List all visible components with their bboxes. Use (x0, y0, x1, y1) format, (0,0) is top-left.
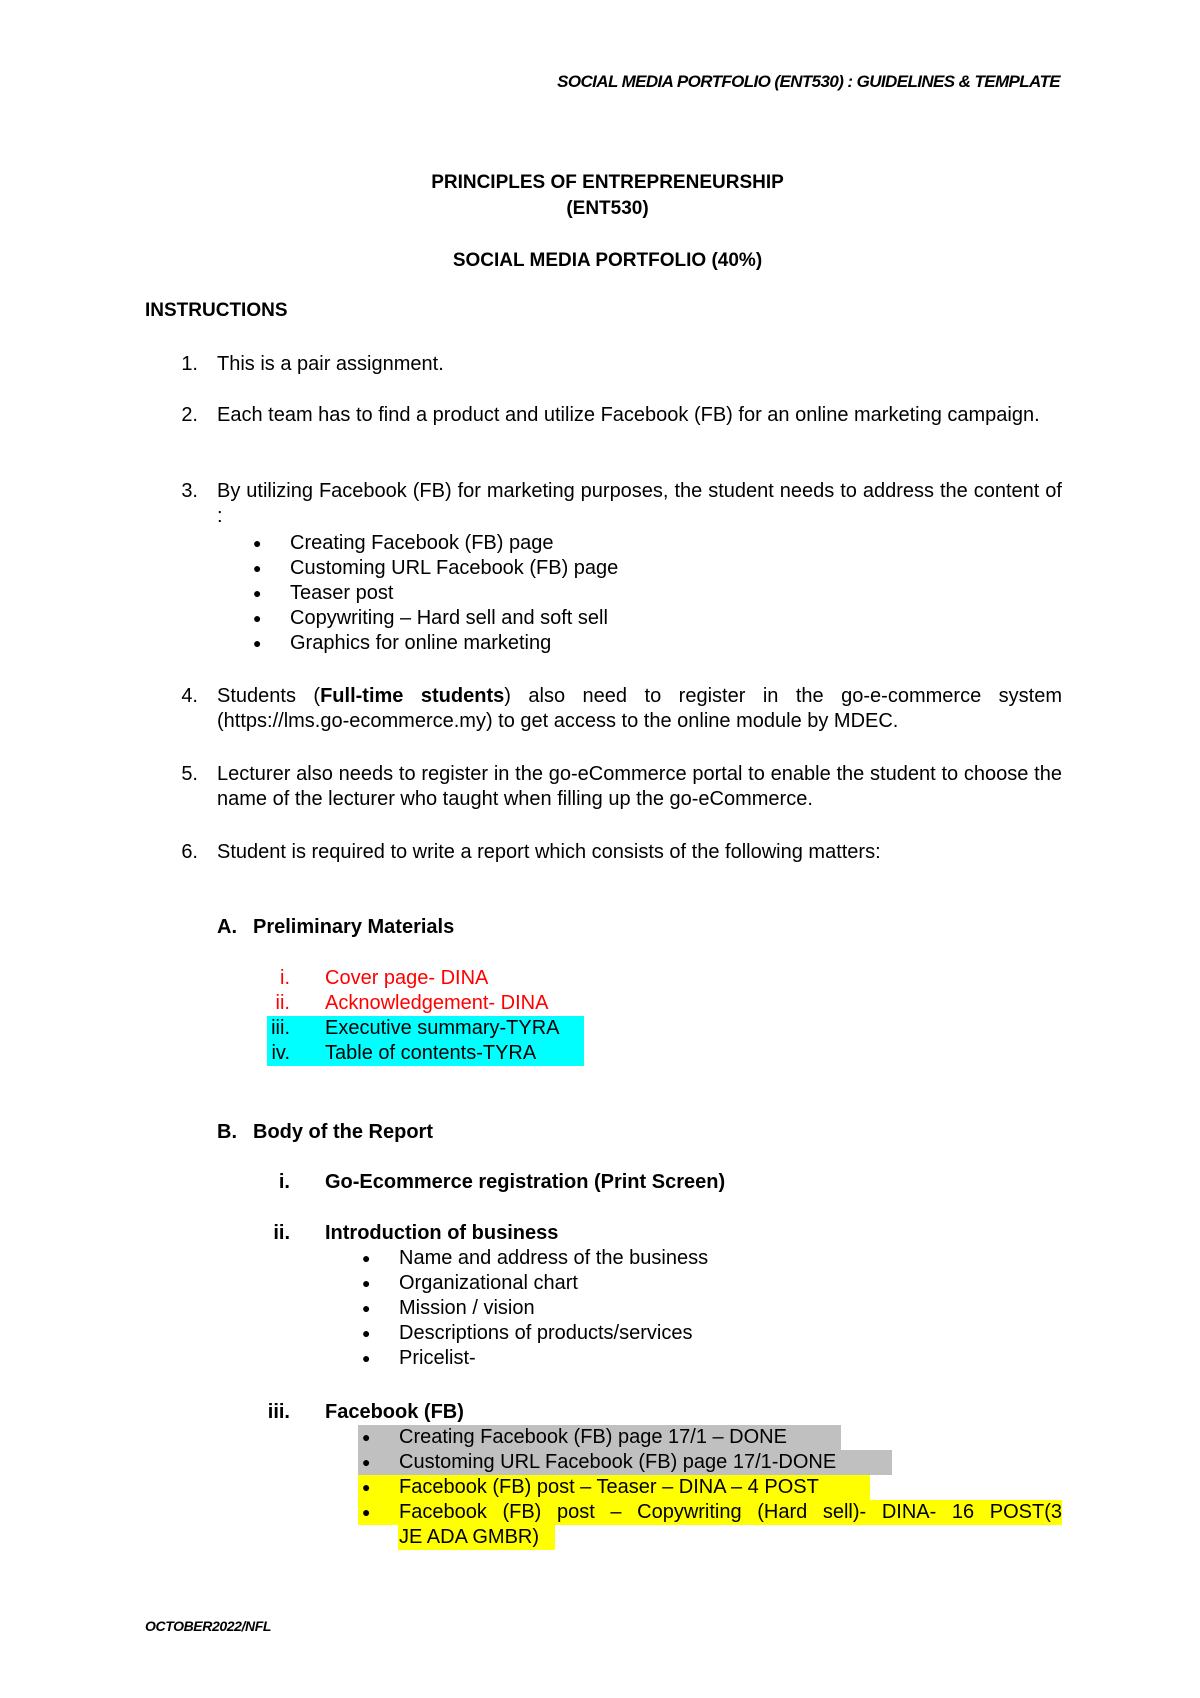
title-code: (ENT530) (566, 198, 649, 219)
item-number: iii. (271, 1017, 290, 1039)
item-number: ii. (273, 1222, 290, 1244)
title-course: PRINCIPLES OF ENTREPRENEURSHIP (431, 172, 784, 193)
instruction-1: This is a pair assignment. (217, 353, 444, 375)
section-a-item-3: Executive summary-TYRA (325, 1017, 560, 1039)
list-item: JE ADA GMBR) (399, 1526, 540, 1548)
page-header: SOCIAL MEDIA PORTFOLIO (ENT530) : GUIDELINES & TEMPLATE (557, 72, 1060, 91)
section-a-item-1: Cover page- DINA (325, 967, 489, 989)
item-number: i. (278, 1171, 290, 1193)
instruction-4: Students (Full-time students) also need to register in the go-e-commerce system (https://lms.go-ecommerce.my) to get access to the online module by MDEC. (217, 685, 1062, 732)
item-number: 3. (181, 480, 198, 502)
item-number: 4. (181, 685, 198, 707)
section-a-title: Preliminary Materials (253, 916, 455, 938)
instruction-3: By utilizing Facebook (FB) for marketing purposes, the student needs to address the content of : (217, 480, 1062, 527)
subsection-registration: Go-Ecommerce registration (Print Screen) (325, 1171, 726, 1193)
section-a-label: A. (217, 916, 237, 938)
list-item: ● Creating Facebook (FB) page 17/1 – DONE (362, 1426, 787, 1448)
list-item: ● Customing URL Facebook (FB) page 17/1-DONE (362, 1451, 837, 1473)
item-number: iv. (271, 1042, 290, 1064)
section-a-item-4: Table of contents-TYRA (325, 1042, 537, 1064)
list-item: ● Facebook (FB) post – Teaser – DINA – 4 POST (362, 1476, 819, 1498)
title-portfolio: SOCIAL MEDIA PORTFOLIO (40%) (452, 250, 763, 271)
list-item: ● Facebook (FB) post – Copywriting (Hard sell)- DINA- 16 POST(3 (362, 1501, 1062, 1523)
subsection-facebook: Facebook (FB) (325, 1401, 464, 1423)
item-number: 1. (181, 353, 198, 375)
item-number: 6. (181, 841, 198, 863)
instructions-heading: INSTRUCTIONS (145, 300, 288, 321)
section-b-label: B. (217, 1121, 237, 1143)
instruction-5: Lecturer also needs to register in the go-eCommerce portal to enable the student to choose the name of the lecturer who taught when filling up the go-eCommerce. (217, 763, 1062, 810)
item-number: ii. (275, 992, 290, 1014)
page-footer: OCTOBER2022/NFL (145, 1618, 271, 1634)
item-number: i. (280, 967, 290, 989)
item-number: iii. (267, 1401, 290, 1423)
item-number: 2. (181, 404, 198, 426)
facebook-bullet-list (362, 1425, 1062, 1550)
subsection-introduction: Introduction of business (325, 1222, 559, 1244)
section-a-item-2: Acknowledgement- DINA (325, 992, 549, 1014)
instruction-2: Each team has to find a product and utilize Facebook (FB) for an online marketing campaign. (217, 404, 1040, 426)
item-number: 5. (181, 763, 198, 785)
section-b-title: Body of the Report (253, 1121, 433, 1143)
instruction-6: Student is required to write a report which consists of the following matters: (217, 841, 881, 863)
